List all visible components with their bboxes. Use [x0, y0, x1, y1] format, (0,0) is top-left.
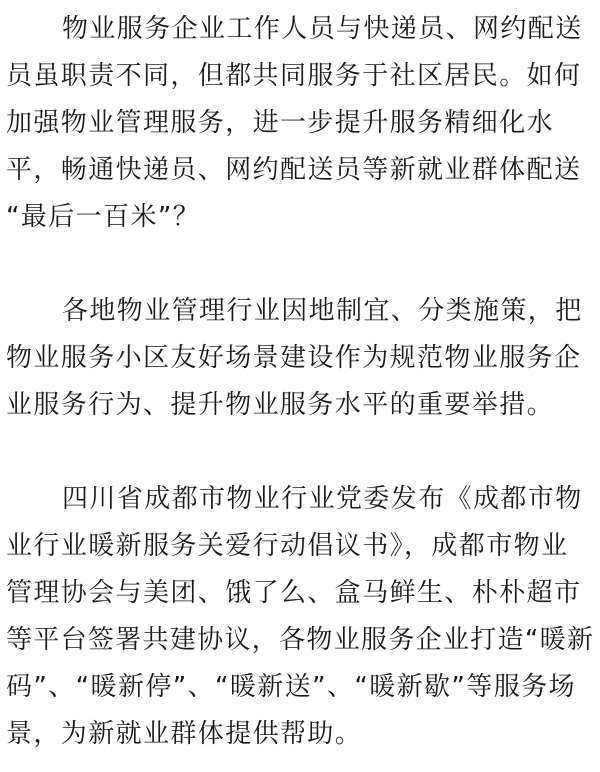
text-line: 物业服务企业工作人员与快递员、网约配送 — [62, 14, 583, 44]
text-line: 管理协会与美团、饿了么、盒马鲜生、朴朴超市 — [6, 578, 582, 608]
text-line: 平，畅通快递员、网约配送员等新就业群体配送 — [6, 155, 582, 185]
text-line: 四川省成都市物业行业党委发布《成都市物 — [62, 484, 583, 514]
text-line: 码”、“暖新停”、“暖新送”、“暖新歇”等服务场 — [6, 672, 576, 702]
text-line: 物业服务小区友好场景建设作为规范物业服务企 — [6, 343, 582, 373]
text-line: 等平台签署共建协议，各物业服务企业打造“暖新 — [6, 625, 595, 655]
text-line: 加强物业管理服务，进一步提升服务精细化水 — [6, 108, 555, 138]
text-line: 业服务行为、提升物业服务水平的重要举措。 — [6, 390, 555, 420]
text-line: 景，为新就业群体提供帮助。 — [6, 719, 363, 749]
text-line: 各地物业管理行业因地制宜、分类施策，把 — [62, 296, 583, 326]
text-line: 业行业暖新服务关爱行动倡议书》，成都市物业 — [6, 531, 569, 561]
text-line: “最后一百米”？ — [6, 202, 201, 232]
text-line: 员虽职责不同，但都共同服务于社区居民。如何 — [6, 61, 582, 91]
